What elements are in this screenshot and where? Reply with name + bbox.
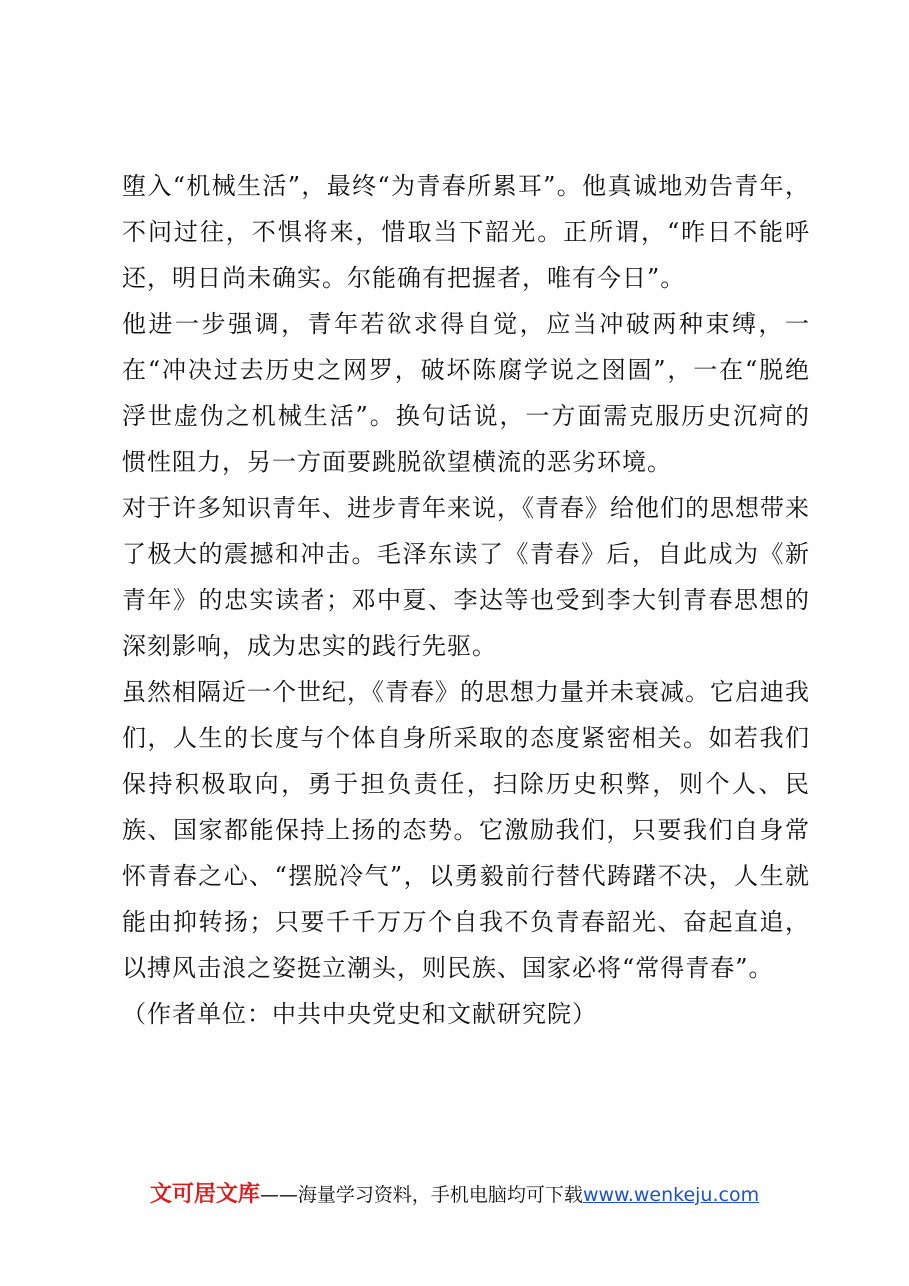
article-body [122,163,810,1037]
author-affiliation: （作者单位：中共中央党史和文献研究院） [122,1000,597,1028]
paragraph-3: 对于许多知识青年、进步青年来说，《青春》给他们的思想带来了极大的震撼和冲击。毛泽东读了《青春》后，自此成为《新青年》的忠实读者；邓中夏、李达等也受到李大钊青春思想的深刻影响，成为忠实的践行先驱。 [122,494,810,660]
footer-tagline: ——海量学习资料，手机电脑均可下载 [259,1184,583,1206]
page-footer [0,1180,909,1210]
paragraph-2: 他进一步强调，青年若欲求得自觉，应当冲破两种束缚，一在“冲决过去历史之网罗，破坏陈腐学说之囹圄”，一在“脱绝浮世虚伪之机械生活”。换句话说，一方面需克服历史沉疴的惯性阻力，另一方面要跳脱欲望横流的恶劣环境。 [122,310,810,476]
footer-website-link[interactable]: www.wenkeju.com [582,1184,760,1206]
footer-brand: 文可居文库 [149,1182,260,1207]
paragraph-1: 堕入“机械生活”，最终“为青春所累耳”。他真诚地劝告青年，不问过往，不惧将来，惜取当下韶光。正所谓，“昨日不能呼还，明日尚未确实。尔能确有把握者，唯有今日”。 [122,172,810,292]
paragraph-4: 虽然相隔近一个世纪，《青春》的思想力量并未衰减。它启迪我们，人生的长度与个体自身所采取的态度紧密相关。如若我们保持积极取向，勇于担负责任，扫除历史积弊，则个人、民族、国家都能保持上扬的态势。它激励我们，只要我们自身常怀青春之心、“摆脱冷气”，以勇毅前行替代踌躇不决，人生就能由抑转扬；只要千千万万个自我不负青春韶光、奋起直追，以搏风击浪之姿挺立潮头，则民族、国家必将“常得青春”。 [122,678,810,982]
